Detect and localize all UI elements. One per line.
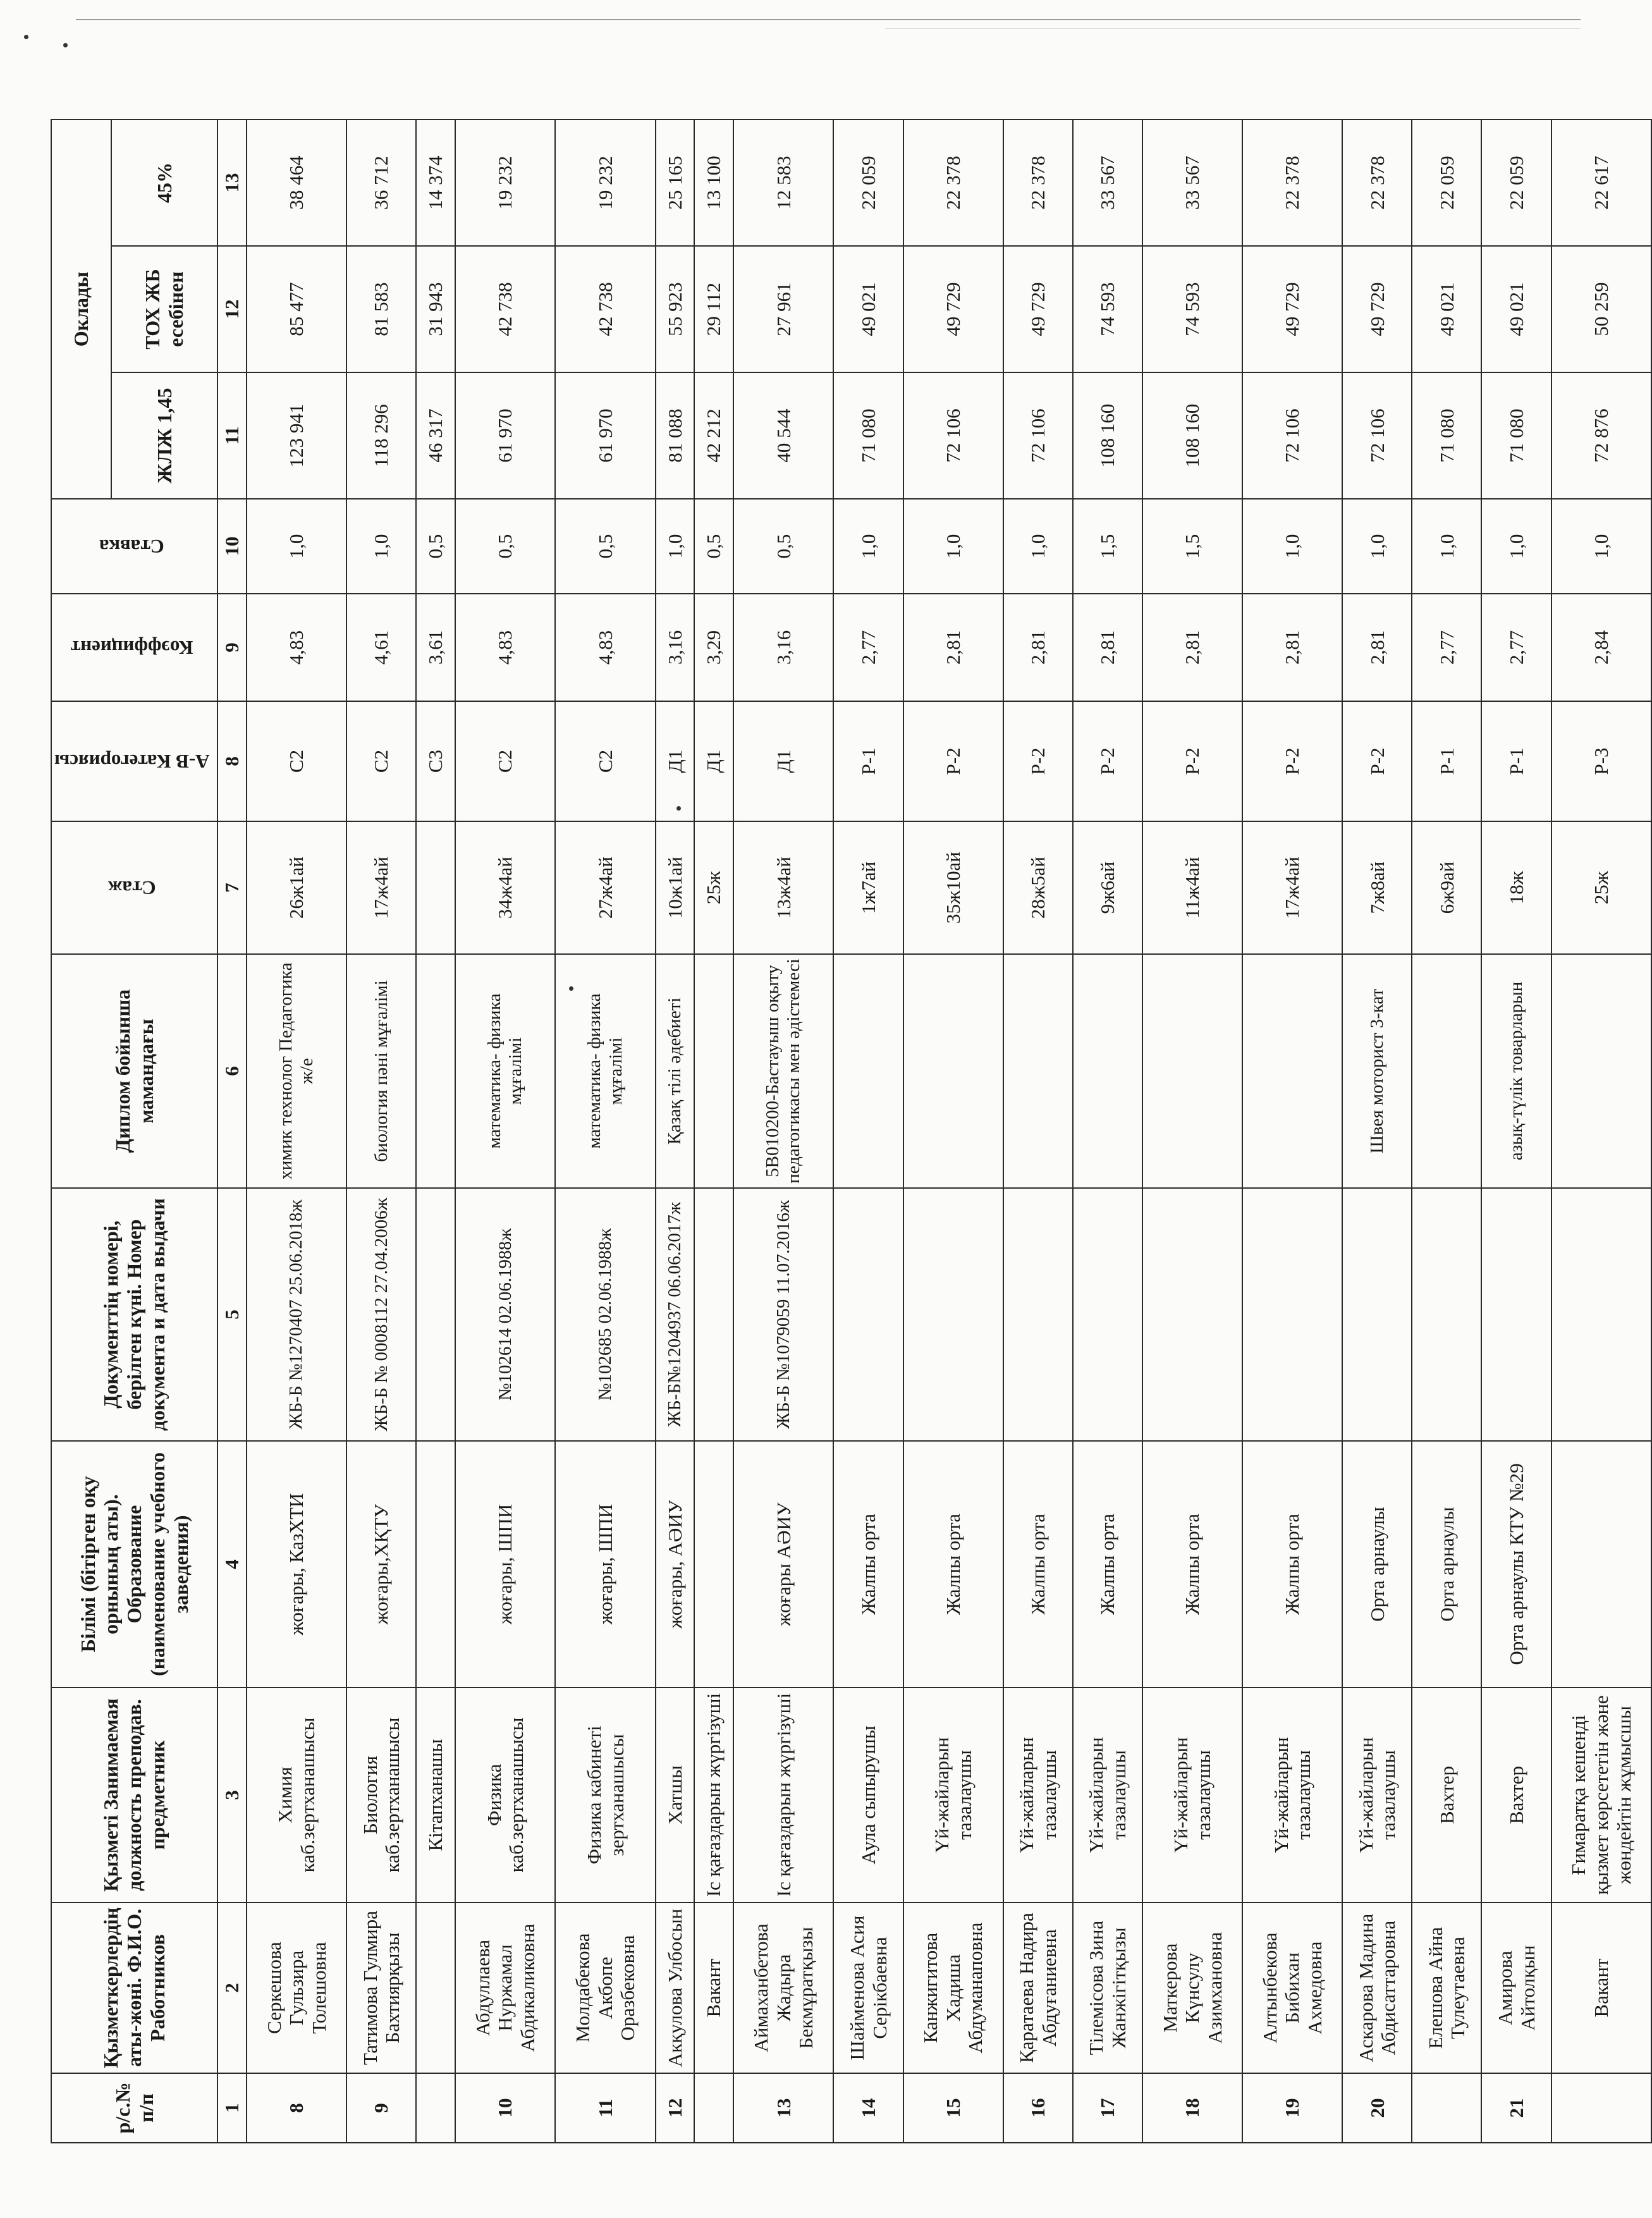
position: Аула сыпырушы [833,1688,903,1902]
position: Үй-жайларын тазалаушы [1142,1688,1242,1902]
header-tox: ТОХ ЖБ есебінен [111,246,218,372]
colnum: 4 [217,1441,247,1688]
rate: 1,0 [346,499,416,594]
salary-tox: 49 729 [1342,246,1412,372]
salary-zhlzh: 72 106 [1342,372,1412,499]
salary-zhlzh: 71 080 [1412,372,1481,499]
category: Р-2 [1342,701,1412,821]
education [1551,1441,1651,1688]
colnum: 5 [217,1188,247,1441]
table-row [247,119,346,2143]
position: Іс қағаздарын жүргізуші [694,1688,733,1902]
row-number: 18 [1142,2073,1242,2143]
specialty: азық-түлік товарларын [1481,954,1551,1188]
salary-zhlzh: 108 160 [1073,372,1142,499]
row-number [1551,2073,1651,2143]
education: Орта арнаулы КТУ №29 [1481,1441,1551,1688]
rate: 0,5 [733,499,833,594]
education: Жалпы орта [1142,1441,1242,1688]
stazh: 11ж4ай [1142,821,1242,954]
education: Жалпы орта [1242,1441,1342,1688]
header-specialty: Диплом бойынша мамандағы [51,954,217,1188]
salary-tox: 49 729 [903,246,1003,372]
specialty [903,954,1003,1188]
rotated-page [51,120,1635,2143]
position: Үй-жайларын тазалаушы [1342,1688,1412,1902]
rate: 1,0 [1003,499,1073,594]
coefficient: 3,61 [416,594,455,701]
employee-name: Вакант [1551,1902,1651,2073]
salary-tox: 55 923 [656,246,695,372]
coefficient: 2,77 [833,594,903,701]
position: Физика кабинеті зертханашысы [555,1688,655,1902]
stazh: 25ж [694,821,733,954]
table-row [833,119,903,2143]
rate: 1,0 [1481,499,1551,594]
specialty [416,954,455,1188]
rate: 1,0 [656,499,695,594]
specialty [833,954,903,1188]
row-number: 11 [555,2073,655,2143]
header-rate [51,499,217,594]
stazh: 6ж9ай [1412,821,1481,954]
salary-zhlzh: 72 106 [1242,372,1342,499]
salary-tox: 50 259 [1551,246,1651,372]
employee-name: Канжигитова Хадиша Абдуманаповна [903,1902,1003,2073]
category: С2 [247,701,346,821]
colnum: 9 [217,594,247,701]
salary-tox: 49 021 [1481,246,1551,372]
document [1073,1188,1142,1441]
position: Үй-жайларын тазалаушы [1242,1688,1342,1902]
salary-zhlzh: 46 317 [416,372,455,499]
employee-name: Аскарова Мадина Абдисаттаровна [1342,1902,1412,2073]
rate: 0,5 [416,499,455,594]
colnum: 13 [217,119,247,246]
salary-zhlzh: 123 941 [247,372,346,499]
rate: 1,5 [1142,499,1242,594]
rate: 1,0 [833,499,903,594]
education: жоғары,ХҚТУ [346,1441,416,1688]
coefficient: 4,61 [346,594,416,701]
header-category [51,701,217,821]
specialty [1003,954,1073,1188]
salary-tox: 31 943 [416,246,455,372]
row-number: 10 [455,2073,555,2143]
employee-name: Алтынбекова Бибихан Ахмедовна [1242,1902,1342,2073]
salary-zhlzh: 72 106 [1003,372,1073,499]
header-oklady: Оклады [51,119,111,499]
salary-45: 36 712 [346,119,416,246]
specialty: математика- физика мұғалімі [455,954,555,1188]
table-row [1003,119,1073,2143]
position: Үй-жайларын тазалаушы [1073,1688,1142,1902]
document: №102614 02.06.1988ж [455,1188,555,1441]
rate: 0,5 [555,499,655,594]
salary-45: 22 059 [1412,119,1481,246]
stazh: 28ж5ай [1003,821,1073,954]
colnum: 11 [217,372,247,499]
table-row [1242,119,1342,2143]
salary-45: 33 567 [1073,119,1142,246]
document: №102685 02.06.1988ж [555,1188,655,1441]
document [1342,1188,1412,1441]
colnum: 8 [217,701,247,821]
category: Р-2 [1242,701,1342,821]
column-number-row [217,119,247,2143]
employee-name: Молдабекова Акбопе Оразбековна [555,1902,655,2073]
coefficient: 4,83 [247,594,346,701]
document [1003,1188,1073,1441]
salary-45: 13 100 [694,119,733,246]
education: жоғары, КазХТИ [247,1441,346,1688]
document: ЖБ-Б № 0008112 27.04.2006ж [346,1188,416,1441]
row-number: 14 [833,2073,903,2143]
table-row [694,119,733,2143]
table-row [1073,119,1142,2143]
row-number: 13 [733,2073,833,2143]
specialty [1073,954,1142,1188]
employee-name: Аймаханбетова Жадыра Бекмұратқызы [733,1902,833,2073]
table-row [1412,119,1481,2143]
category: С2 [455,701,555,821]
document: ЖБ-Б№1204937 06.06.2017ж [656,1188,695,1441]
rate: 1,0 [1342,499,1412,594]
education: жоғары, ШПИ [455,1441,555,1688]
header-zhlzh: ЖЛЖ 1,45 [111,372,218,499]
position: Үй-жайларын тазалаушы [903,1688,1003,1902]
salary-zhlzh: 72 876 [1551,372,1651,499]
salary-tox: 74 593 [1142,246,1242,372]
education: Жалпы орта [1073,1441,1142,1688]
stazh: 10ж1ай [656,821,695,954]
stazh: 34ж4ай [455,821,555,954]
table-row [555,119,655,2143]
salary-tox: 42 738 [455,246,555,372]
stazh: 7ж8ай [1342,821,1412,954]
category: Д1 [733,701,833,821]
colnum: 7 [217,821,247,954]
salary-45: 22 378 [1003,119,1073,246]
header-education: Білімі (бітірген оқу орнының аты). Образование (наименование учебного заведения) [51,1441,217,1688]
coefficient: 2,81 [1142,594,1242,701]
row-number: 21 [1481,2073,1551,2143]
salary-zhlzh: 42 212 [694,372,733,499]
header-coefficient [51,594,217,701]
row-number: 15 [903,2073,1003,2143]
document [1412,1188,1481,1441]
salary-tox: 49 021 [833,246,903,372]
row-number: 19 [1242,2073,1342,2143]
header-rate-text: Ставка [99,535,165,558]
salary-zhlzh: 61 970 [555,372,655,499]
colnum: 10 [217,499,247,594]
salary-tox: 29 112 [694,246,733,372]
salary-45: 22 617 [1551,119,1651,246]
row-number [416,2073,455,2143]
category: С2 [346,701,416,821]
header-num: р/с.№ п/п [51,2073,217,2143]
salary-45: 19 232 [555,119,655,246]
specialty [1242,954,1342,1188]
specialty: биология пәні мұғалімі [346,954,416,1188]
stazh: 1ж7ай [833,821,903,954]
salary-45: 12 583 [733,119,833,246]
employee-name: Тілемісова Зина Жанжігітқызы [1073,1902,1142,2073]
document [903,1188,1003,1441]
employee-name: Шайменова Асия Серікбаевна [833,1902,903,2073]
education: Жалпы орта [1003,1441,1073,1688]
specialty: химик технолог Педагогика ж/е [247,954,346,1188]
coefficient: 2,81 [1073,594,1142,701]
salary-tox: 81 583 [346,246,416,372]
scan-speck [63,43,68,47]
position: Физика каб.зертханашысы [455,1688,555,1902]
coefficient: 4,83 [455,594,555,701]
salary-zhlzh: 81 088 [656,372,695,499]
row-number: 17 [1073,2073,1142,2143]
header-stazh-text: Стаж [107,876,156,899]
rate: 1,0 [903,499,1003,594]
position: Химия каб.зертханашысы [247,1688,346,1902]
category: С3 [416,701,455,821]
rate: 1,0 [1412,499,1481,594]
header-row [51,119,111,2143]
category: Р-3 [1551,701,1651,821]
stazh: 9ж6ай [1073,821,1142,954]
row-number: 12 [656,2073,695,2143]
salary-45: 33 567 [1142,119,1242,246]
category: Р-1 [833,701,903,821]
stazh: 26ж1ай [247,821,346,954]
position: Кітапханашы [416,1688,455,1902]
specialty: 5В010200-Бастауыш оқыту педагогикасы мен әдістемесі [733,954,833,1188]
education [694,1441,733,1688]
employee-name: Татимова Гулмира Бахтиярқызы [346,1902,416,2073]
position: Вахтер [1412,1688,1481,1902]
salary-45: 14 374 [416,119,455,246]
employee-name: Амирова Айтолқын [1481,1902,1551,2073]
table-row [1342,119,1412,2143]
stazh: 17ж4ай [346,821,416,954]
row-number: 9 [346,2073,416,2143]
row-number [1412,2073,1481,2143]
employee-name [416,1902,455,2073]
row-number: 8 [247,2073,346,2143]
education: Жалпы орта [903,1441,1003,1688]
table-row [1142,119,1242,2143]
document [1142,1188,1242,1441]
coefficient: 2,77 [1412,594,1481,701]
rate: 1,5 [1073,499,1142,594]
salary-45: 38 464 [247,119,346,246]
row-number: 20 [1342,2073,1412,2143]
category: Р-2 [1142,701,1242,821]
document [694,1188,733,1441]
table-row [346,119,416,2143]
document [833,1188,903,1441]
employee-name: Елешова Айна Тулеутаевна [1412,1902,1481,2073]
category: Р-1 [1412,701,1481,821]
category: Р-2 [1073,701,1142,821]
scan-edge-line [76,19,1581,20]
rate: 1,0 [1551,499,1651,594]
employee-name: Абдуллаева Нуржамал Абдикаликовна [455,1902,555,2073]
category: Р-2 [903,701,1003,821]
header-category-text: А-В Категориясы [54,750,210,773]
specialty: Қазақ тілі әдебиеті [656,954,695,1188]
education: жоғары АӘИУ [733,1441,833,1688]
specialty: математика- физика мұғалімі [555,954,655,1188]
salary-45: 22 378 [1342,119,1412,246]
table-row [656,119,695,2143]
header-coefficient-text: Коэффициент [71,636,193,659]
salary-tox: 27 961 [733,246,833,372]
salary-zhlzh: 61 970 [455,372,555,499]
header-45: 45% [111,119,218,246]
salary-zhlzh: 71 080 [833,372,903,499]
salary-zhlzh: 40 544 [733,372,833,499]
employee-name: Акқулова Улбосын [656,1902,695,2073]
education: жоғары, ШПИ [555,1441,655,1688]
colnum: 6 [217,954,247,1188]
category: Р-2 [1003,701,1073,821]
document [416,1188,455,1441]
salary-zhlzh: 71 080 [1481,372,1551,499]
salary-45: 22 059 [1481,119,1551,246]
position: Іс қағаздарын жүргізуші [733,1688,833,1902]
table-row [416,119,455,2143]
salary-tox: 49 729 [1242,246,1342,372]
education: жоғары, АӘИУ [656,1441,695,1688]
staff-table [51,119,1652,2143]
employee-name: Вакант [694,1902,733,2073]
colnum: 3 [217,1688,247,1902]
coefficient: 4,83 [555,594,655,701]
specialty [1412,954,1481,1188]
coefficient: 3,16 [656,594,695,701]
coefficient: 2,81 [903,594,1003,701]
row-number: 16 [1003,2073,1073,2143]
salary-tox: 49 729 [1003,246,1073,372]
salary-tox: 42 738 [555,246,655,372]
coefficient: 2,77 [1481,594,1551,701]
specialty [1142,954,1242,1188]
employee-name: Маткерова Күнсулу Азимхановна [1142,1902,1242,2073]
position: Ғимаратқа кешенді қызмет көрсететін және жөндейтін жұмысшы [1551,1688,1651,1902]
header-document: Документтің номері, берілген күні. Номер документа и дата выдачи [51,1188,217,1441]
salary-tox: 49 021 [1412,246,1481,372]
salary-zhlzh: 108 160 [1142,372,1242,499]
stazh: 17ж4ай [1242,821,1342,954]
specialty [694,954,733,1188]
salary-45: 19 232 [455,119,555,246]
scan-speck [24,35,28,39]
salary-tox: 74 593 [1073,246,1142,372]
coefficient: 2,84 [1551,594,1651,701]
document: ЖБ-Б №1270407 25.06.2018ж [247,1188,346,1441]
position: Үй-жайларын тазалаушы [1003,1688,1073,1902]
employee-name: Серкешова Гульзира Толешовна [247,1902,346,2073]
rate: 0,5 [694,499,733,594]
stazh: 25ж [1551,821,1651,954]
colnum: 12 [217,246,247,372]
stazh [416,821,455,954]
stazh: 13ж4ай [733,821,833,954]
table-row [1481,119,1551,2143]
salary-45: 22 059 [833,119,903,246]
table-row [1551,119,1651,2143]
table-row [733,119,833,2143]
coefficient: 2,81 [1342,594,1412,701]
category: Д1 [694,701,733,821]
position: Хатшы [656,1688,695,1902]
education: Жалпы орта [833,1441,903,1688]
category: Д1 [656,701,695,821]
table-row [903,119,1003,2143]
salary-zhlzh: 118 296 [346,372,416,499]
stazh: 27ж4ай [555,821,655,954]
coefficient: 2,81 [1003,594,1073,701]
salary-45: 25 165 [656,119,695,246]
header-name: Қызметкерлердің аты-жөні. Ф.И.О. Работников [51,1902,217,2073]
salary-zhlzh: 72 106 [903,372,1003,499]
position: Вахтер [1481,1688,1551,1902]
rate: 1,0 [247,499,346,594]
document [1242,1188,1342,1441]
document [1481,1188,1551,1441]
specialty [1551,954,1651,1188]
specialty: Швея моторист 3-кат [1342,954,1412,1188]
header-stazh [51,821,217,954]
coefficient: 2,81 [1242,594,1342,701]
salary-45: 22 378 [1242,119,1342,246]
employee-name: Қаратаева Надира Абдуғаниевна [1003,1902,1073,2073]
coefficient: 3,29 [694,594,733,701]
colnum: 1 [217,2073,247,2143]
colnum: 2 [217,1902,247,2073]
document [1551,1188,1651,1441]
education: Орта арнаулы [1412,1441,1481,1688]
category: Р-1 [1481,701,1551,821]
stazh: 35ж10ай [903,821,1003,954]
rate: 0,5 [455,499,555,594]
salary-45: 22 378 [903,119,1003,246]
document: ЖБ-Б №1079059 11.07.2016ж [733,1188,833,1441]
category: С2 [555,701,655,821]
header-position: Қызметі Занимаемая должность преподав. предметник [51,1688,217,1902]
education [416,1441,455,1688]
table-row [455,119,555,2143]
row-number [694,2073,733,2143]
coefficient: 3,16 [733,594,833,701]
salary-tox: 85 477 [247,246,346,372]
rate: 1,0 [1242,499,1342,594]
education: Орта арнаулы [1342,1441,1412,1688]
position: Биология каб.зертханашысы [346,1688,416,1902]
stazh: 18ж [1481,821,1551,954]
